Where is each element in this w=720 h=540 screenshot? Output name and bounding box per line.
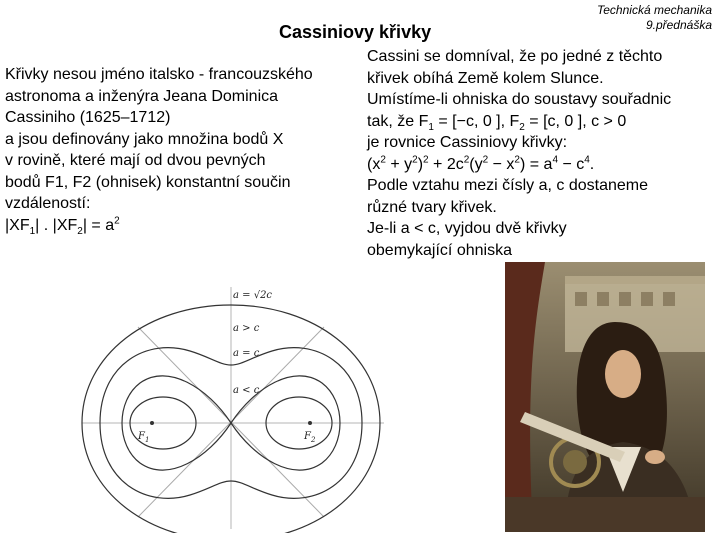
right-line: je rovnice Cassiniovy křivky: bbox=[367, 134, 568, 151]
header bbox=[512, 3, 712, 33]
left-line: Cassiniho (1625–1712) bbox=[5, 109, 171, 126]
right-line: Je-li a < c, vyjdou dvě křivky bbox=[367, 220, 567, 237]
course-name: Technická mechanika bbox=[597, 3, 712, 17]
page-title: Cassiniovy křivky bbox=[279, 22, 432, 42]
right-line: obemykající ohniska bbox=[367, 241, 512, 259]
right-line: Cassini se domníval, že po jedné z těchto bbox=[367, 48, 663, 65]
right-line: Umístíme-li ohniska do soustavy souřadnic bbox=[367, 91, 672, 108]
right-line: různé tvary křivek. bbox=[367, 198, 497, 216]
definition-formula: $|XF_1|$ . $|XF_2| = a^2$ bbox=[5, 215, 120, 237]
lecture-number: 9.přednáška bbox=[645, 18, 712, 32]
cassini-curves-figure bbox=[78, 283, 388, 533]
focus2-label: $F_2$ bbox=[304, 431, 316, 444]
left-line: astronoma a inženýra Jeana Dominica bbox=[5, 87, 279, 105]
left-line: v rovině, které mají od dvou pevných bbox=[5, 152, 266, 169]
right-text-block bbox=[367, 46, 671, 261]
portrait-painting-icon bbox=[505, 262, 705, 532]
label-eq: a = c bbox=[233, 348, 260, 359]
left-line: vzdáleností: bbox=[5, 195, 91, 212]
focus1-label: $F_1$ bbox=[138, 431, 150, 444]
left-line: a jsou definovány jako množina bodů X bbox=[5, 130, 284, 148]
foci-coordinates: tak, že $F_1 = [-c$, 0 ], $F_2 = [c$, 0 ], c > 0 bbox=[367, 112, 627, 133]
left-line: Křivky nesou jméno italsko - francouzského bbox=[5, 66, 313, 83]
cassini-equation: $(x^2 + y^2)^2 + 2c^2(y^2 - x^2) = a^4 - c^4$. bbox=[367, 154, 595, 173]
label-sqrt2: a = √2c bbox=[233, 290, 273, 301]
left-line: bodů F1, F2 (ohnisek) konstantní součin bbox=[5, 173, 291, 191]
right-line: křivek obíhá Země kolem Slunce. bbox=[367, 69, 604, 87]
right-line: Podle vztahu mezi čísly a, c dostaneme bbox=[367, 177, 649, 194]
label-lt: a < c bbox=[233, 385, 260, 396]
focus-point bbox=[150, 421, 154, 425]
label-gt: a > c bbox=[233, 323, 260, 334]
left-text-block bbox=[5, 64, 313, 236]
focus-point bbox=[308, 421, 312, 425]
